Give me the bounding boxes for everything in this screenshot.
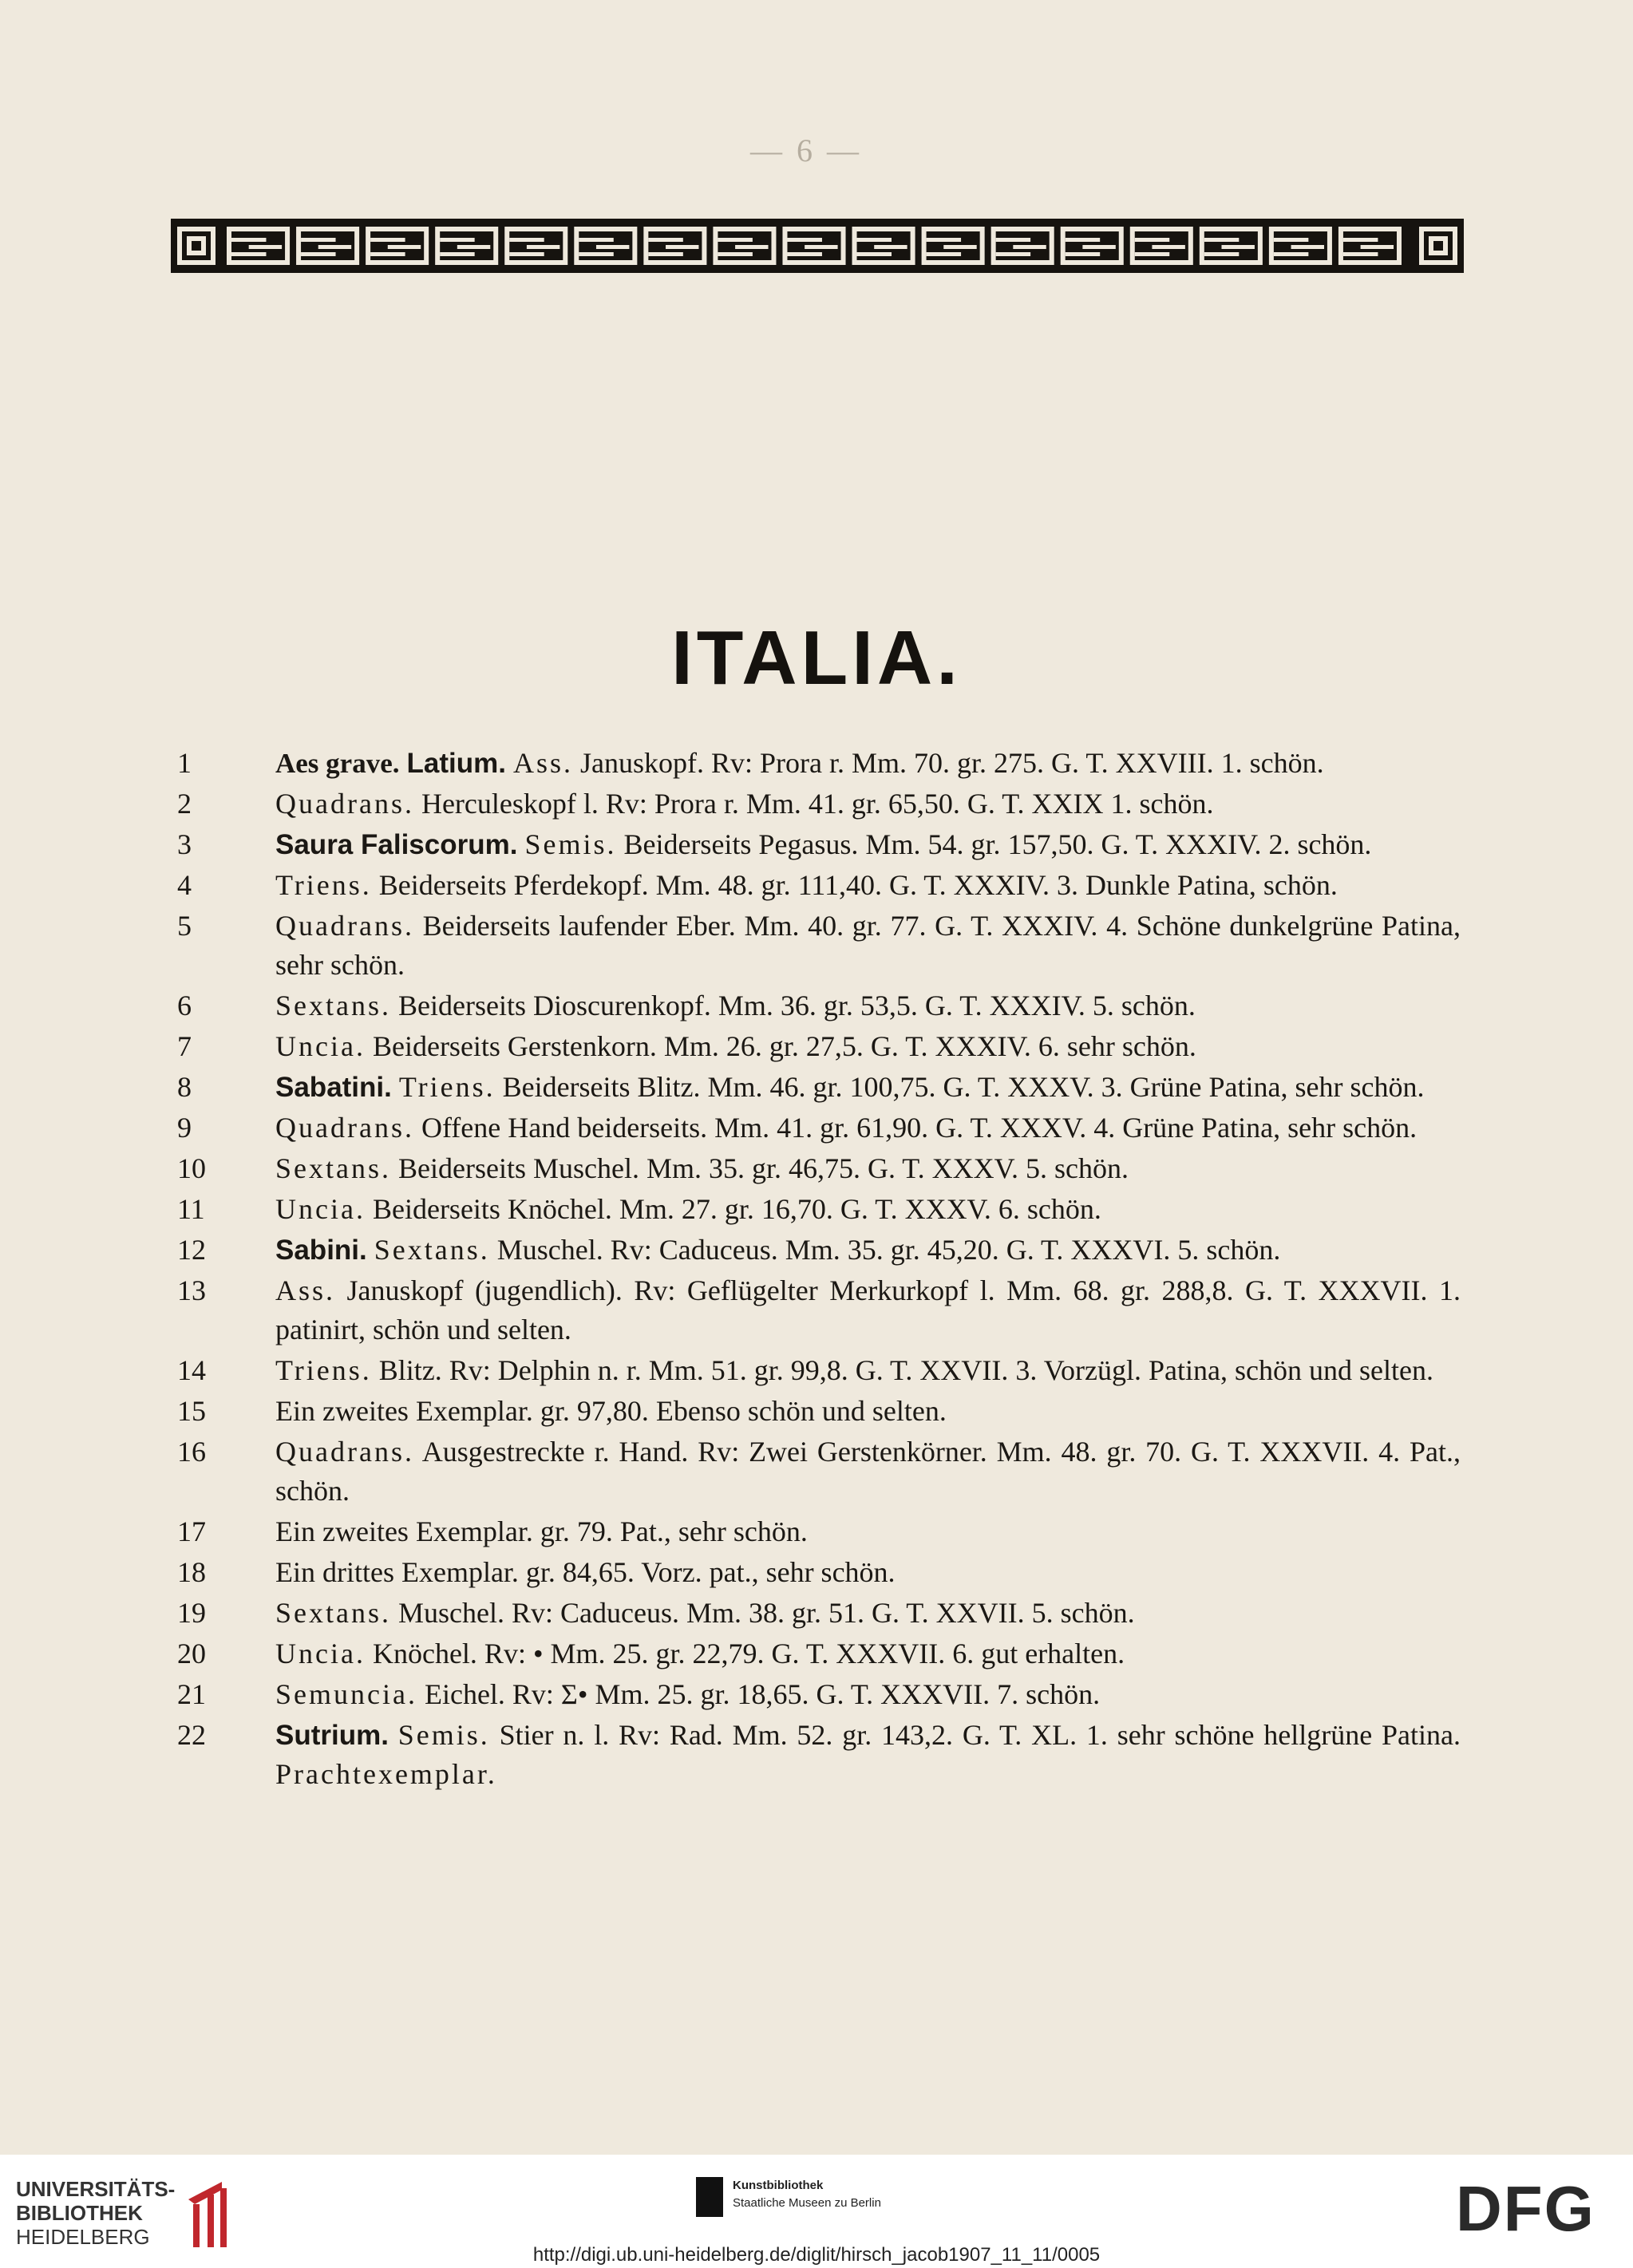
- entry-text: Muschel. Rv: Caduceus. Mm. 38. gr. 51. G. T. XXVII. 5. schön.: [391, 1597, 1135, 1629]
- entry-text: [389, 1719, 398, 1751]
- entry-text: [400, 747, 407, 779]
- catalogue-entry: [177, 744, 1461, 783]
- entry-denomination: Quadrans.: [275, 1436, 414, 1468]
- ub-logo-mark-icon: [180, 2177, 236, 2250]
- entry-denomination: Quadrans.: [275, 788, 414, 820]
- entry-place-name: Sabatini.: [275, 1072, 392, 1103]
- entry-place-name: Saura Faliscorum.: [275, 829, 518, 860]
- kb-line1: Kunstbibliothek: [733, 2179, 824, 2192]
- entry-denomination: Ass.: [275, 1274, 336, 1306]
- catalogue-entry: [177, 1675, 1461, 1714]
- entry-text: Knöchel. Rv: • Mm. 25. gr. 22,79. G. T. XXXVII. 6. gut erhalten.: [365, 1638, 1125, 1669]
- catalogue-entry: [177, 1594, 1461, 1633]
- entry-place-name: Latium.: [406, 748, 506, 779]
- entry-denomination: Semuncia.: [275, 1678, 417, 1710]
- entry-text: Beiderseits Pferdekopf. Mm. 48. gr. 111,40. G. T. XXXIV. 3. Dunkle Patina, schön.: [371, 869, 1338, 901]
- catalogue-entry: [177, 825, 1461, 864]
- catalogue-entry: [177, 1634, 1461, 1673]
- entry-denomination: Quadrans.: [275, 1112, 414, 1144]
- catalogue-entry: [177, 1392, 1461, 1431]
- entry-number: 16: [177, 1436, 206, 1468]
- entry-place-name: Sutrium.: [275, 1720, 389, 1751]
- entry-text: Muschel. Rv: Caduceus. Mm. 35. gr. 45,20. G. T. XXXVI. 5. schön.: [489, 1234, 1281, 1266]
- entry-number: 5: [177, 910, 192, 942]
- catalogue-entry: [177, 1027, 1461, 1066]
- entry-number: 6: [177, 990, 192, 1021]
- footer: [0, 2155, 1633, 2268]
- catalogue-entry: [177, 907, 1461, 985]
- entry-number: 12: [177, 1234, 206, 1266]
- entry-text: Beiderseits Muschel. Mm. 35. gr. 46,75. G. T. XXXV. 5. schön.: [391, 1152, 1129, 1184]
- catalogue-entry: [177, 1716, 1461, 1794]
- entry-denomination: Triens.: [275, 1354, 372, 1386]
- entry-denomination: Sextans.: [374, 1234, 490, 1266]
- ub-line1: UNIVERSITÄTS-: [16, 2177, 176, 2201]
- entry-denomination: Triens.: [398, 1071, 496, 1103]
- entry-number: 19: [177, 1597, 206, 1629]
- entry-text: Beiderseits Knöchel. Mm. 27. gr. 16,70. G. T. XXXV. 6. schön.: [365, 1193, 1101, 1225]
- entry-place-name: Aes grave.: [275, 748, 400, 779]
- entry-denomination: Prachtexemplar.: [275, 1758, 497, 1790]
- entry-number: 21: [177, 1678, 206, 1710]
- catalogue-entry: [177, 866, 1461, 905]
- catalogue-entry: [177, 1068, 1461, 1107]
- entry-denomination: Quadrans.: [275, 910, 414, 942]
- entry-text: Beiderseits Blitz. Mm. 46. gr. 100,75. G. T. XXXV. 3. Grüne Patina, sehr schön.: [495, 1071, 1425, 1103]
- kb-line2: Staatliche Museen zu Berlin: [733, 2196, 881, 2210]
- entry-text: [367, 1234, 374, 1266]
- entry-text: Beiderseits Dioscurenkopf. Mm. 36. gr. 53,5. G. T. XXXIV. 5. schön.: [391, 990, 1196, 1021]
- catalogue-entry: [177, 1190, 1461, 1229]
- entry-text: Eichel. Rv: Σ• Mm. 25. gr. 18,65. G. T. XXXVII. 7. schön.: [417, 1678, 1101, 1710]
- entry-denomination: Uncia.: [275, 1638, 366, 1669]
- entry-number: 11: [177, 1193, 205, 1225]
- catalogue-entry: [177, 1351, 1461, 1390]
- catalogue-entry: [177, 1108, 1461, 1148]
- entry-text: Stier n. l. Rv: Rad. Mm. 52. gr. 143,2. G. T. XL. 1. sehr schöne hellgrüne Patina.: [489, 1719, 1461, 1751]
- entry-denomination: Sextans.: [275, 1597, 391, 1629]
- entry-number: 20: [177, 1638, 206, 1669]
- catalogue-entry: [177, 784, 1461, 824]
- entry-number: 4: [177, 869, 192, 901]
- entry-text: [506, 747, 513, 779]
- entry-number: 10: [177, 1152, 206, 1184]
- entry-text: Januskopf (jugendlich). Rv: Geflügelter Merkurkopf l. Mm. 68. gr. 288,8. G. T. XXXVII. 1. patinirt, schön und selten.: [275, 1274, 1461, 1345]
- entry-number: 2: [177, 788, 192, 820]
- entry-number: 1: [177, 747, 192, 779]
- greek-key-ornament: [171, 219, 1464, 273]
- entry-text: [392, 1071, 399, 1103]
- entry-denomination: Sextans.: [275, 1152, 391, 1184]
- entry-denomination: Triens.: [275, 869, 372, 901]
- entry-text: Beiderseits laufender Eber. Mm. 40. gr. 77. G. T. XXXIV. 4. Schöne dunkelgrüne Patina, sehr schön.: [275, 910, 1461, 981]
- ub-heidelberg-logo[interactable]: [16, 2177, 175, 2249]
- entry-number: 18: [177, 1556, 206, 1588]
- entry-text: Beiderseits Gerstenkorn. Mm. 26. gr. 27,5. G. T. XXXIV. 6. sehr schön.: [365, 1030, 1196, 1062]
- entry-place-name: Sabini.: [275, 1235, 367, 1266]
- ub-line3: HEIDELBERG: [16, 2225, 150, 2249]
- entry-denomination: Uncia.: [275, 1193, 366, 1225]
- entry-number: 15: [177, 1395, 206, 1427]
- entry-denomination: Semis.: [397, 1719, 490, 1751]
- entry-denomination: Uncia.: [275, 1030, 366, 1062]
- dfg-logo[interactable]: DFG: [1456, 2173, 1595, 2244]
- kunstbibliothek-mark-icon: [696, 2177, 723, 2217]
- catalogue-entry: [177, 1553, 1461, 1592]
- entry-number: 8: [177, 1071, 192, 1103]
- entry-text: Beiderseits Pegasus. Mm. 54. gr. 157,50. G. T. XXXIV. 2. schön.: [616, 828, 1372, 860]
- entry-number: 3: [177, 828, 192, 860]
- catalogue-entries: [177, 744, 1461, 1796]
- entry-text: Ein zweites Exemplar. gr. 97,80. Ebenso schön und selten.: [275, 1395, 947, 1427]
- ub-line2: BIBLIOTHEK: [16, 2201, 143, 2225]
- entry-denomination: Sextans.: [275, 990, 391, 1021]
- entry-text: Offene Hand beiderseits. Mm. 41. gr. 61,90. G. T. XXXV. 4. Grüne Patina, sehr schön.: [413, 1112, 1418, 1144]
- entry-number: 7: [177, 1030, 192, 1062]
- entry-number: 22: [177, 1719, 206, 1751]
- entry-text: Ausgestreckte r. Hand. Rv: Zwei Gerstenkörner. Mm. 48. gr. 70. G. T. XXXVII. 4. Pat., schön.: [275, 1436, 1461, 1507]
- catalogue-entry: [177, 1512, 1461, 1551]
- entry-denomination: Semis.: [524, 828, 617, 860]
- entry-text: Herculeskopf l. Rv: Prora r. Mm. 41. gr. 65,50. G. T. XXIX 1. schön.: [413, 788, 1214, 820]
- section-heading: ITALIA.: [671, 615, 962, 701]
- catalogue-entry: [177, 986, 1461, 1025]
- catalogue-entry: [177, 1271, 1461, 1349]
- entry-denomination: Ass.: [512, 747, 573, 779]
- entry-text: Blitz. Rv: Delphin n. r. Mm. 51. gr. 99,8. G. T. XXVII. 3. Vorzügl. Patina, schön und selten.: [371, 1354, 1433, 1386]
- catalogue-entry: [177, 1432, 1461, 1511]
- permalink-url[interactable]: http://digi.ub.uni-heidelberg.de/diglit/hirsch_jacob1907_11_11/0005: [532, 2244, 1101, 2266]
- entry-text: Ein drittes Exemplar. gr. 84,65. Vorz. pat., sehr schön.: [275, 1556, 896, 1588]
- entry-text: Januskopf. Rv: Prora r. Mm. 70. gr. 275. G. T. XXVIII. 1. schön.: [573, 747, 1324, 779]
- entry-number: 14: [177, 1354, 206, 1386]
- entry-number: 13: [177, 1274, 206, 1306]
- entry-text: Ein zweites Exemplar. gr. 79. Pat., sehr schön.: [275, 1515, 808, 1547]
- catalogue-entry: [177, 1231, 1461, 1270]
- entry-number: 17: [177, 1515, 206, 1547]
- entry-number: 9: [177, 1112, 192, 1144]
- catalogue-entry: [177, 1149, 1461, 1188]
- page-number: — 6 —: [750, 132, 862, 168]
